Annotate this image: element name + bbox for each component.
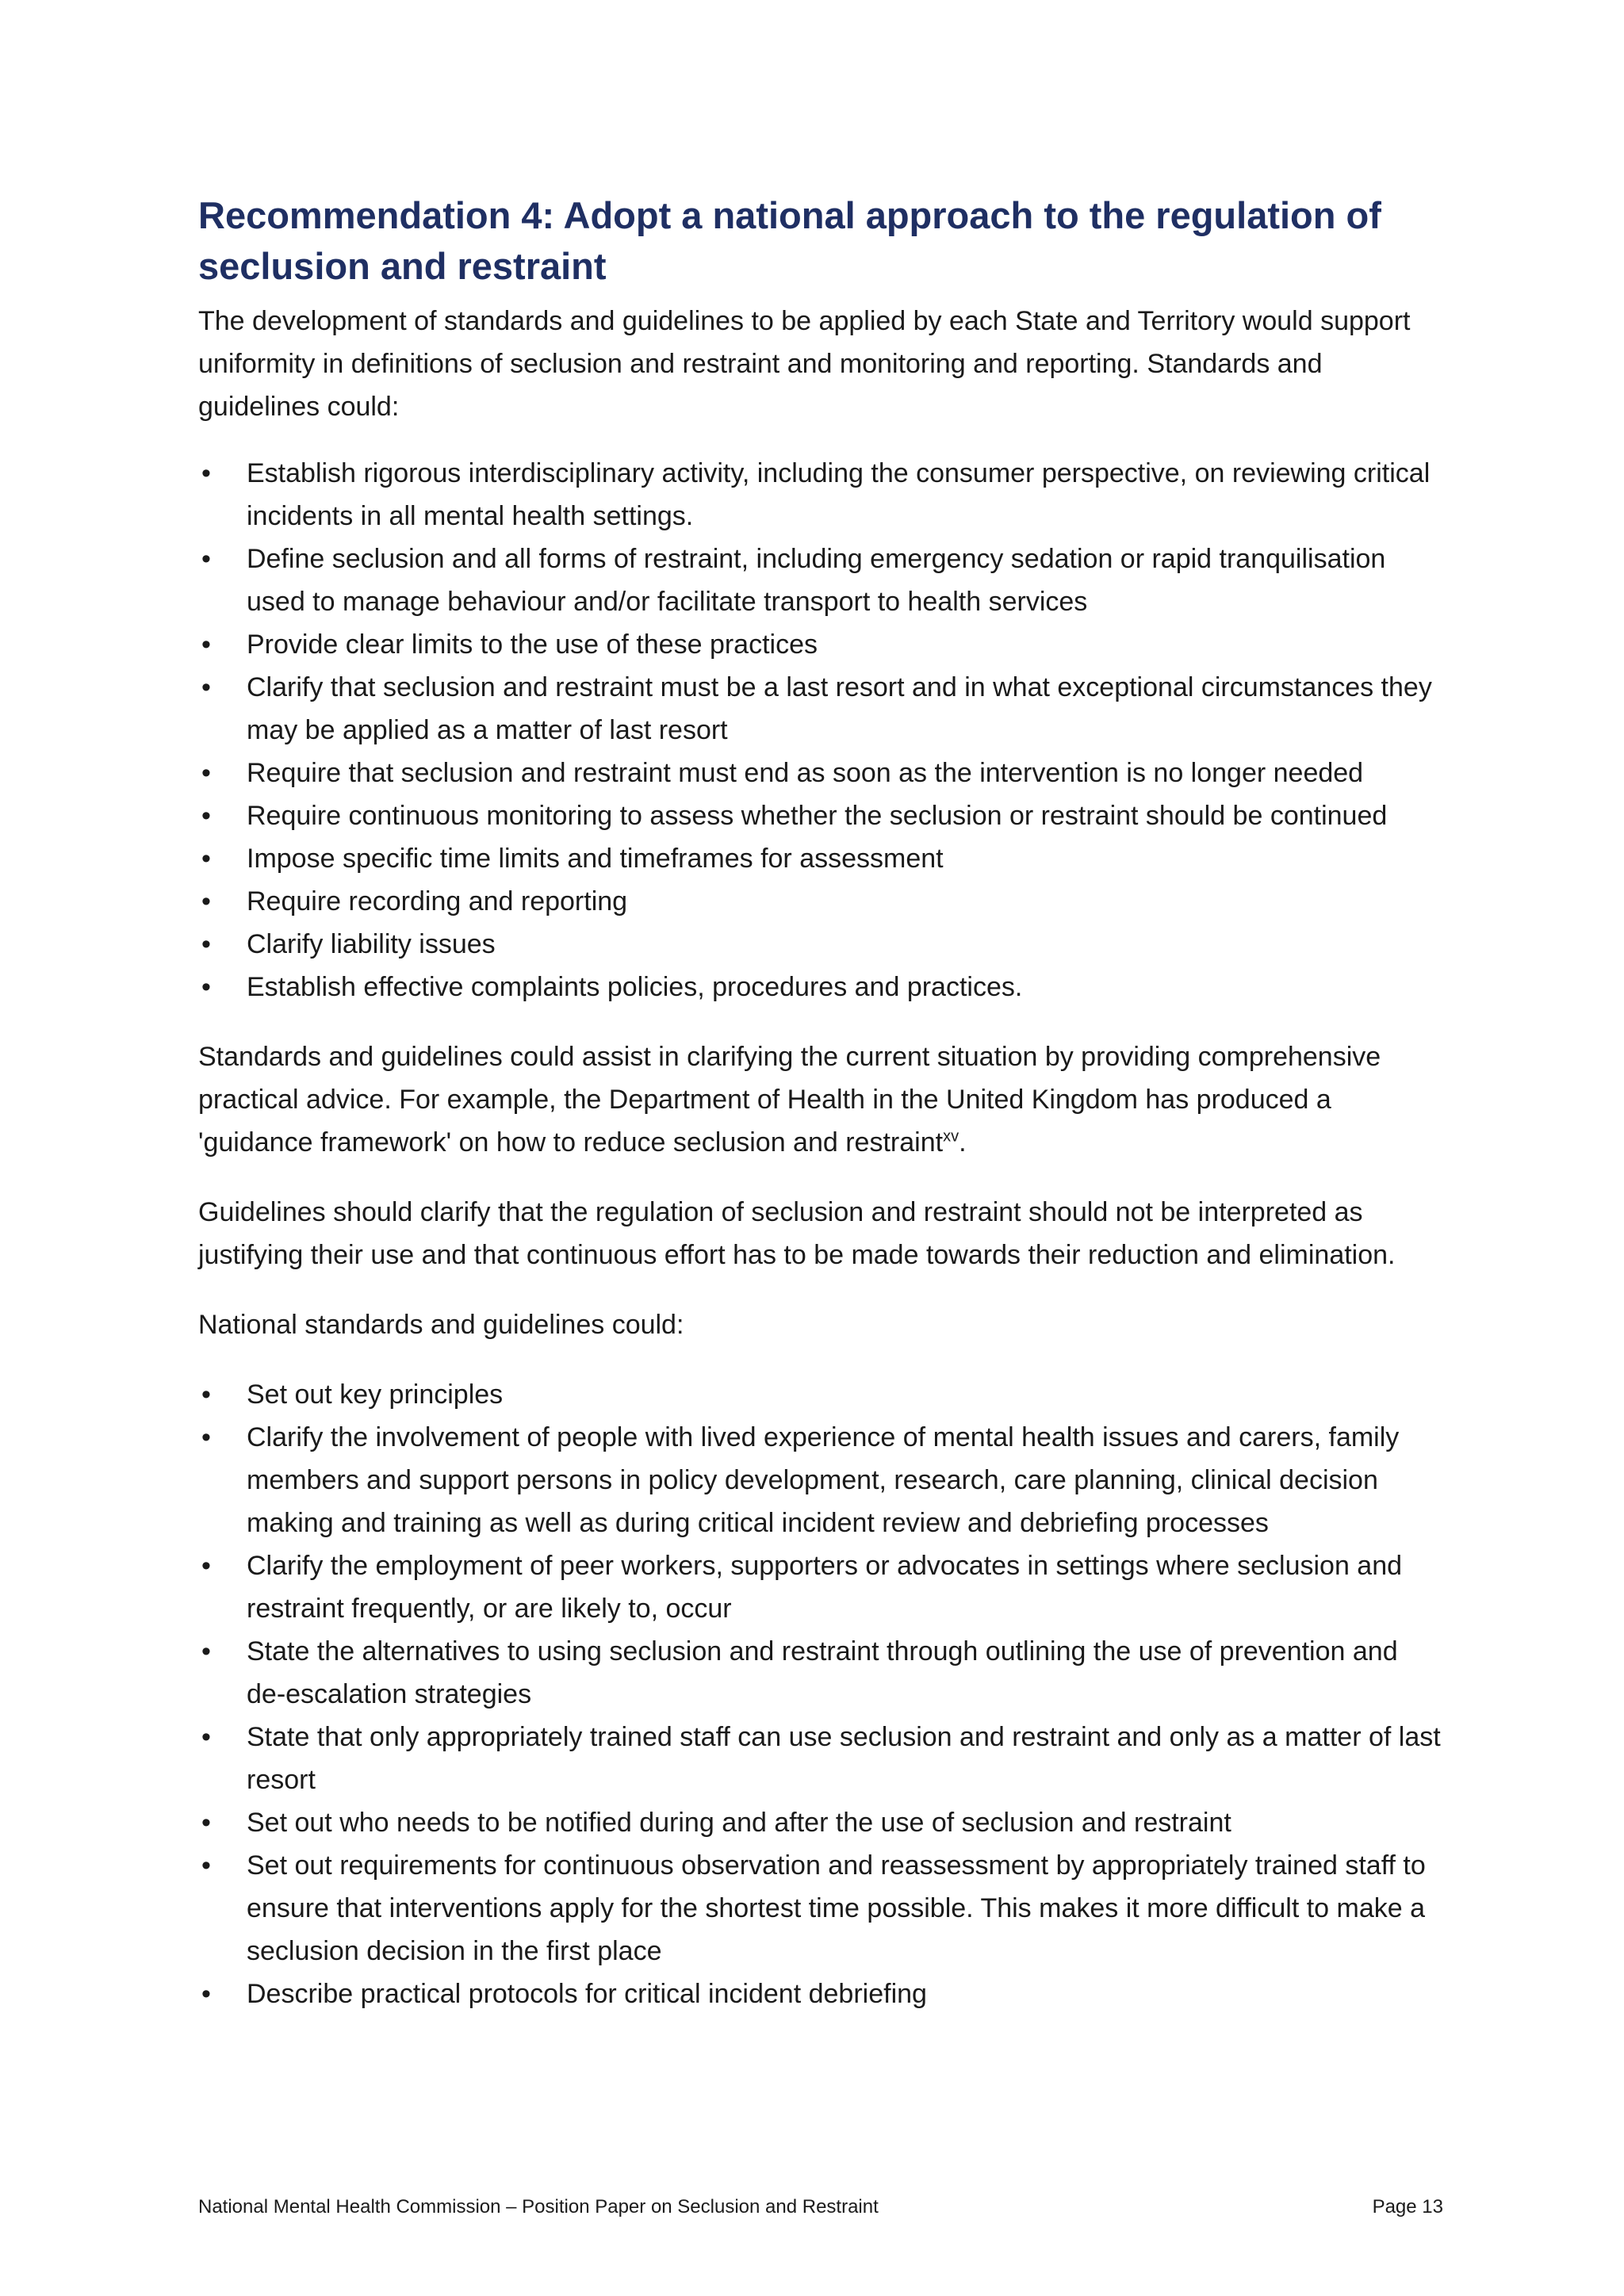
list-item <box>198 1844 1443 1973</box>
bullet: • <box>201 844 211 874</box>
intro-paragraph: The development of standards and guidelines to be applied by each State and Territory would support uniformity in definitions of seclusion and restraint and monitoring and reporting. Standards and guidelines could: <box>198 306 1411 422</box>
list-item <box>198 1373 1443 1416</box>
list-item <box>198 794 1443 837</box>
list-item <box>198 452 1443 538</box>
bullet: • <box>201 886 211 916</box>
list-item-text: Require that seclusion and restraint must end as soon as the intervention is no longer needed <box>247 758 1364 788</box>
guidance-paragraph <box>198 1035 1443 1164</box>
list-item <box>198 880 1443 923</box>
list-item-text: Provide clear limits to the use of these practices <box>247 629 818 660</box>
list-item-text: Clarify liability issues <box>247 929 496 959</box>
bullet: • <box>201 1636 211 1667</box>
footnote-reference: xv <box>943 1127 959 1146</box>
list-item-text: Describe practical protocols for critical incident debriefing <box>247 1979 927 2009</box>
list-item <box>198 1801 1443 1844</box>
bullet: • <box>201 1850 211 1881</box>
list-item-text: Clarify the employment of peer workers, supporters or advocates in settings where seclusion and restraint frequently, or are likely to, occur <box>247 1551 1403 1624</box>
bullet: • <box>201 629 211 660</box>
list-item-text: Set out key principles <box>247 1380 504 1410</box>
list-item <box>198 923 1443 966</box>
list-item <box>198 1973 1443 2015</box>
national-standards-intro: National standards and guidelines could: <box>198 1310 684 1340</box>
bullet: • <box>201 758 211 788</box>
national-standards-bullet-list <box>198 1373 1443 2015</box>
list-item <box>198 1544 1443 1630</box>
bullet: • <box>201 1979 211 2009</box>
guidance-text: Standards and guidelines could assist in clarifying the current situation by providing comprehensive practical advice. For example, the Department of Health in the United Kingdom has produced a 'guidance framework' on how to reduce seclusion and restraint <box>198 1042 1381 1158</box>
bullet: • <box>201 458 211 488</box>
section-heading: Recommendation 4: Adopt a national approach to the regulation of seclusion and restraint <box>198 194 1381 287</box>
list-item <box>198 1416 1443 1544</box>
list-item-text: Require recording and reporting <box>247 886 628 916</box>
bullet: • <box>201 544 211 574</box>
bullet: • <box>201 1551 211 1581</box>
bullet: • <box>201 1808 211 1838</box>
bullet: • <box>201 1722 211 1752</box>
list-item-text: Establish rigorous interdisciplinary activity, including the consumer perspective, on reviewing critical incidents in all mental health settings. <box>247 458 1431 531</box>
page-content <box>198 190 1443 2042</box>
list-item-text: Impose specific time limits and timeframes for assessment <box>247 844 944 874</box>
bullet: • <box>201 1380 211 1410</box>
list-item-text: Set out requirements for continuous observation and reassessment by appropriately trained staff to ensure that interventions apply for the shortest time possible. This makes it more difficult to make a seclusion decision in the first place <box>247 1850 1426 1966</box>
list-item-text: State that only appropriately trained staff can use seclusion and restraint and only as a matter of last resort <box>247 1722 1441 1795</box>
list-item <box>198 666 1443 752</box>
guidance-end: . <box>959 1127 967 1158</box>
footer-title: National Mental Health Commission – Position Paper on Seclusion and Restraint <box>198 2196 879 2218</box>
list-item <box>198 1630 1443 1716</box>
bullet: • <box>201 972 211 1002</box>
bullet: • <box>201 801 211 831</box>
list-item <box>198 752 1443 794</box>
bullet: • <box>201 672 211 702</box>
bullet: • <box>201 929 211 959</box>
list-item-text: Clarify the involvement of people with lived experience of mental health issues and carers, family members and support persons in policy development, research, care planning, clinical decision making and training as well as during critical incident review and debriefing processes <box>247 1422 1400 1538</box>
list-item <box>198 966 1443 1008</box>
regulation-paragraph: Guidelines should clarify that the regulation of seclusion and restraint should not be interpreted as justifying their use and that continuous effort has to be made towards their reduction and elimination. <box>198 1197 1396 1270</box>
list-item <box>198 623 1443 666</box>
list-item-text: Set out who needs to be notified during and after the use of seclusion and restraint <box>247 1808 1231 1838</box>
list-item-text: Clarify that seclusion and restraint must be a last resort and in what exceptional circumstances they may be applied as a matter of last resort <box>247 672 1432 745</box>
list-item <box>198 837 1443 880</box>
list-item-text: Define seclusion and all forms of restraint, including emergency sedation or rapid tranquilisation used to manage behaviour and/or facilitate transport to health services <box>247 544 1386 617</box>
list-item-text: State the alternatives to using seclusion and restraint through outlining the use of prevention and de-escalation strategies <box>247 1636 1398 1709</box>
list-item-text: Require continuous monitoring to assess whether the seclusion or restraint should be continued <box>247 801 1388 831</box>
page-number: Page 13 <box>1372 2196 1443 2218</box>
list-item <box>198 1716 1443 1801</box>
bullet: • <box>201 1422 211 1452</box>
standards-bullet-list <box>198 452 1443 1008</box>
list-item-text: Establish effective complaints policies, procedures and practices. <box>247 972 1023 1002</box>
list-item <box>198 538 1443 623</box>
